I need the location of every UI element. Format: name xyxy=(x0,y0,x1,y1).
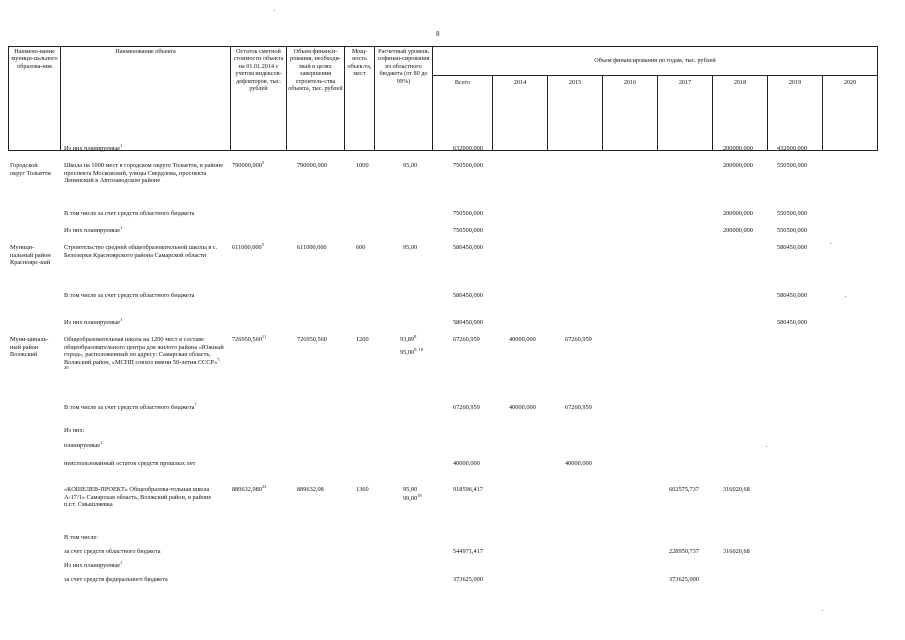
row5-capacity: 600 xyxy=(356,244,366,251)
row13-2017: 602575,737 xyxy=(669,486,699,493)
row17-total: 373625,000 xyxy=(453,576,483,583)
header-year-2019: 2019 xyxy=(768,76,823,151)
header-year-2014: 2014 xyxy=(493,76,548,151)
row2-volume: 790000,000 xyxy=(297,162,327,169)
header-year-2020: 2020 xyxy=(823,76,878,151)
row1-label: Из них планируемые$^1$ xyxy=(64,142,123,152)
header-year-2016: 2016 xyxy=(603,76,658,151)
row15-label: за счет средств областного бюджета xyxy=(64,548,161,555)
row13-object: «КОШЕЛЕВ-ПРОЕКТ» Общеобразова-тельная школа А-17/1» Самарская область, Волжский район, в районе п.г.т. Смышляевка xyxy=(64,486,212,509)
row7-total: 580450,000 xyxy=(453,319,483,326)
header-year-total: Всего xyxy=(433,76,493,151)
row13-level-b: 99,00$^{18}$ xyxy=(403,492,422,502)
row2-remaining: 790000,000$^5$ xyxy=(232,159,265,169)
row3-label: В том числе за счет средств областного бюджета xyxy=(64,210,195,217)
row8-object: Общеобразовательная школа на 1200 мест в составе общеобразовательного центра для жилого района «Южный город», расположенный по адресу: Самарская область, Волжский район, «МСПП совхоз имени 50-летия СССР»$^{7, 20}$ xyxy=(64,336,224,370)
scan-speck xyxy=(822,610,823,611)
row9-label: В том числе за счет средств областного бюджета$^7$ xyxy=(64,401,197,411)
row8-municipality: Муни-ципаль-ный район Волжский xyxy=(10,336,49,359)
row8-capacity: 1200 xyxy=(356,336,369,343)
row5-volume: 611000,000 xyxy=(297,244,327,251)
row12-total: 40000,000 xyxy=(453,460,480,467)
row5-object: Строительство средней общеобразовательной школы в с. Белозерки Красноярского района Самарской области xyxy=(64,244,218,259)
row13-2018: 316020,68 xyxy=(723,486,750,493)
row4-label: Из них планируемые$^1$ xyxy=(64,224,123,234)
row5-remaining: 611000,000$^5$ xyxy=(232,241,264,251)
row6-total: 580450,000 xyxy=(453,292,483,299)
row2-object: Школа на 1000 мест в городском округе Тольятти, в районе проспекта Московский, улицы Свердлова, проспекта Ленинский в Автозаводском районе xyxy=(64,162,224,185)
row6-2019: 580450,000 xyxy=(777,292,807,299)
row4-2018: 200000,000 xyxy=(723,227,753,234)
row7-label: Из них планируемые$^1$ xyxy=(64,316,123,326)
scan-speck xyxy=(845,296,846,297)
row15-2018: 316020,68 xyxy=(723,548,750,555)
row8-2014: 40000,000 xyxy=(509,336,536,343)
row3-2018: 200000,000 xyxy=(723,210,753,217)
row9-2014: 40000,000 xyxy=(509,404,536,411)
header-capacity: Мощ-ность объек-та, мест xyxy=(345,47,375,151)
row2-2019: 550500,000 xyxy=(777,162,807,169)
row13-remaining: 889632,080$^{23}$ xyxy=(232,483,267,493)
row5-municipality: Муници-пальный район Красноярс-кий xyxy=(10,244,51,267)
header-year-2018: 2018 xyxy=(713,76,768,151)
header-year-2015: 2015 xyxy=(548,76,603,151)
row6-label: В том числе за счет средств областного бюджета xyxy=(64,292,195,299)
row4-2019: 550500,000 xyxy=(777,227,807,234)
row13-level-a: 95,00 xyxy=(403,486,418,493)
row1-total: 632000,000 xyxy=(453,145,483,152)
row9-total: 67260,959 xyxy=(453,404,480,411)
row12-2015: 40000,000 xyxy=(565,460,592,467)
row13-capacity: 1360 xyxy=(356,486,369,493)
row1-2019: 432000,000 xyxy=(777,145,807,152)
row9-2015: 67260,959 xyxy=(565,404,592,411)
page-number: 8 xyxy=(436,30,440,38)
row17-2017: 373625,000 xyxy=(669,576,699,583)
row15-total: 544971,417 xyxy=(453,548,483,555)
header-municipality: Наимено-вание муници-пального образова-ния xyxy=(9,47,61,151)
scan-speck xyxy=(766,446,767,447)
row13-total: 918596,417 xyxy=(453,486,483,493)
row5-2019: 580450,000 xyxy=(777,244,807,251)
row2-2018: 200000,000 xyxy=(723,162,753,169)
row8-total: 67260,959 xyxy=(453,336,480,343)
row3-total: 750500,000 xyxy=(453,210,483,217)
row5-total: 580450,000 xyxy=(453,244,483,251)
row13-volume: 889632,08 xyxy=(297,486,324,493)
row8-level-a: 93,89$^8$ xyxy=(400,333,417,343)
row3-2019: 550500,000 xyxy=(777,210,807,217)
header-volume: Объем финанси-рования, необходи-мый в целях завершения строитель-ства объекта, тыс. рублей xyxy=(287,47,345,151)
row8-2015: 67260,959 xyxy=(565,336,592,343)
scan-speck xyxy=(274,10,275,11)
row8-level-b: 95,00$^{9, 18}$ xyxy=(400,346,424,356)
row5-level: 95,00 xyxy=(403,244,418,251)
row2-level: 95,00 xyxy=(403,162,418,169)
header-remaining: Остаток сметной стоимости объекта на 01.01.2014 с учетом индексов-дефляторов, тыс. рублей xyxy=(231,47,287,151)
row2-capacity: 1000 xyxy=(356,162,369,169)
row11-label: планируемые$^1$ xyxy=(64,439,103,449)
row2-total: 750500,000 xyxy=(453,162,483,169)
scan-speck xyxy=(830,243,831,244)
row17-label: за счет средств федерального бюджета xyxy=(64,576,168,583)
row2-municipality: Городской округ Тольятти xyxy=(10,162,51,177)
row15-2017: 228950,737 xyxy=(669,548,699,555)
row7-2019: 580450,000 xyxy=(777,319,807,326)
header-financing: Объем финансирования по годам, тыс. рублей xyxy=(433,47,878,76)
row10-label: Из них: xyxy=(64,427,85,434)
row4-total: 750500,000 xyxy=(453,227,483,234)
row8-volume: 726950,560 xyxy=(297,336,327,343)
header-level: Расчетный уровень софинан-сирования из областного бюджета (от 80 до 99%) xyxy=(375,47,433,151)
row16-label: Из них планируемые$^1$ xyxy=(64,559,123,569)
row1-2018: 200000,000 xyxy=(723,145,753,152)
row14-label: В том числе: xyxy=(64,534,99,541)
header-year-2017: 2017 xyxy=(658,76,713,151)
row8-remaining: 726950,560$^{11}$ xyxy=(232,333,267,343)
row12-label: неиспользованный остаток средств прошлых лет xyxy=(64,460,196,467)
header-object: Наименование объекта xyxy=(61,47,231,151)
table-header xyxy=(8,46,878,151)
